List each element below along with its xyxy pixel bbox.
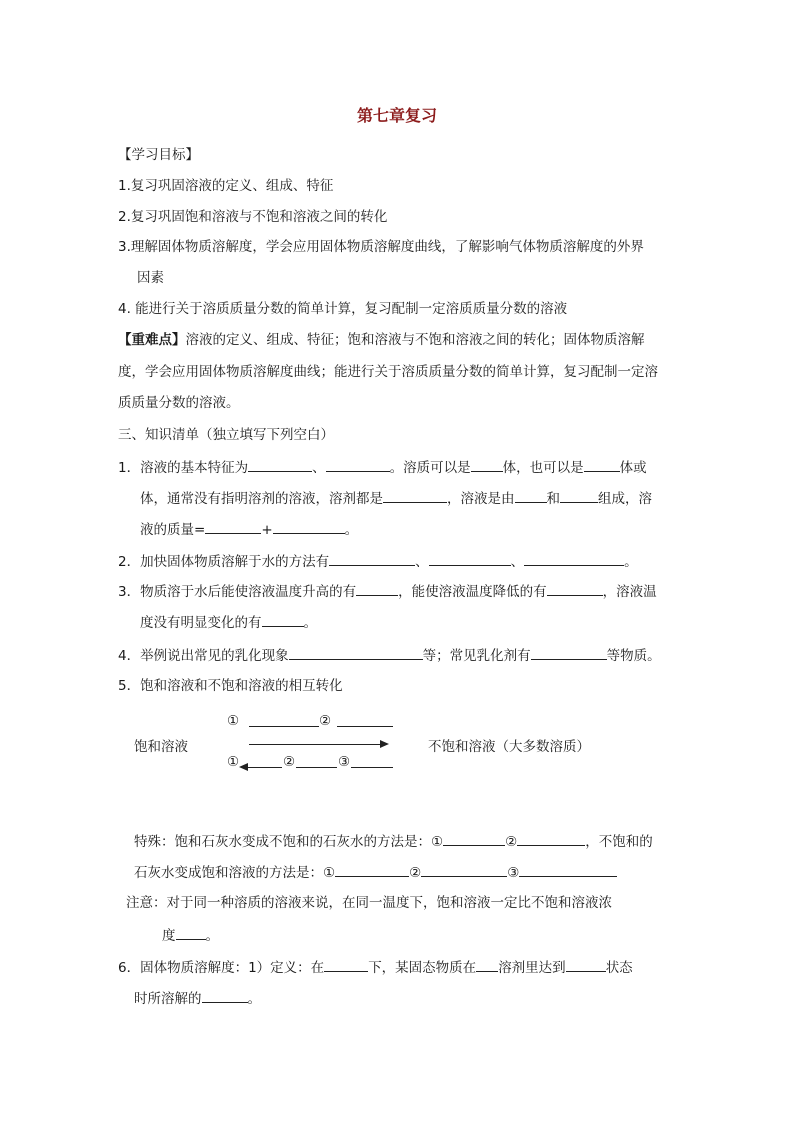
q4-text-b: 等；常见乳化剂有 (422, 648, 531, 664)
q1-text-k: + (261, 522, 273, 538)
q6-blank-3[interactable] (566, 957, 606, 972)
q5-heading: 5．饱和溶液和不饱和溶液的相互转化 (118, 678, 343, 694)
q6-line-1 (118, 957, 633, 978)
q1-blank-8[interactable] (205, 519, 261, 534)
q3-text-c: ，溶液温 (602, 584, 657, 600)
q1-line-3 (140, 519, 358, 540)
q1-text-h: 和 (546, 491, 560, 507)
special-text-e: ② (409, 865, 422, 881)
q1-text-f: 体，通常没有指明溶剂的溶液，溶剂都是 (140, 491, 383, 507)
q4-text-c: 等物质。 (606, 648, 661, 664)
q1-blank-7[interactable] (560, 488, 598, 503)
q6-blank-1[interactable] (324, 957, 368, 972)
q3-blank-1[interactable] (356, 581, 398, 596)
special-text-b: ② (505, 834, 518, 850)
q3-blank-3[interactable] (262, 612, 304, 627)
key-points-text-1: 溶液的定义、组成、特征；饱和溶液与不饱和溶液之间的转化；固体物质溶解 (185, 332, 645, 348)
special-blank-2[interactable] (517, 831, 585, 846)
top-marker-2: ② (319, 713, 332, 729)
objective-item-3: 3.理解固体物质溶解度，学会应用固体物质溶解度曲线，了解影响气体物质溶解度的外界 (118, 239, 644, 255)
special-text-f: ③ (507, 865, 520, 881)
q6-text-a: 6．固体物质溶解度：1）定义：在 (118, 960, 325, 976)
q1-text-b: 、 (312, 460, 326, 476)
special-text-c: ，不饱和的 (585, 834, 653, 850)
objective-item-4: 4. 能进行关于溶质质量分数的简单计算，复习配制一定溶质质量分数的溶液 (118, 301, 568, 317)
q6-blank-4[interactable] (202, 988, 248, 1003)
note-text-a: 度 (162, 928, 176, 944)
special-blank-1[interactable] (443, 831, 505, 846)
q4-blank-2[interactable] (531, 645, 607, 660)
q1-text-j: 液的质量= (140, 522, 206, 538)
q2-blank-3[interactable] (524, 551, 624, 566)
top-marker-1: ① (227, 713, 240, 729)
note-line-1: 注意：对于同一种溶质的溶液来说，在同一温度下，饱和溶液一定比不饱和溶液浓 (126, 895, 612, 911)
q1-text-a: 1．溶液的基本特征为 (118, 460, 249, 476)
saturated-label: 饱和溶液 (134, 739, 188, 755)
bottom-marker-2: ② (283, 754, 296, 770)
q3-text-a: 3．物质溶于水后能使溶液温度升高的有 (118, 584, 357, 600)
q1-blank-3[interactable] (471, 457, 503, 472)
objectives-heading: 【学习目标】 (118, 147, 199, 163)
q6-text-e: 时所溶解的 (134, 991, 202, 1007)
q1-text-l: 。 (344, 522, 359, 538)
bottom-marker-1: ① (227, 754, 240, 770)
key-points-line-2: 度，学会应用固体物质溶解度曲线；能进行关于溶质质量分数的简单计算，复习配制一定溶 (118, 364, 658, 380)
q6-text-d: 状态 (605, 960, 633, 976)
q6-text-f: 。 (247, 991, 261, 1007)
q2-text-b: 、 (415, 554, 429, 570)
q3-blank-2[interactable] (547, 581, 603, 596)
top-blank-1[interactable] (249, 726, 319, 727)
q1-text-g: ，溶液是由 (447, 491, 515, 507)
q3-text-e: 。 (303, 615, 317, 631)
q6-text-c: 溶剂里达到 (498, 960, 566, 976)
q2-text-a: 2．加快固体物质溶解于水的方法有 (118, 554, 330, 570)
unsaturated-label: 不饱和溶液（大多数溶质） (428, 739, 590, 755)
q1-blank-6[interactable] (515, 488, 547, 503)
q6-blank-2[interactable] (476, 957, 498, 972)
special-text-a: 特殊：饱和石灰水变成不饱和的石灰水的方法是：① (134, 834, 444, 850)
q4-text-a: 4．举例说出常见的乳化现象 (118, 648, 289, 664)
page-title: 第七章复习 (356, 106, 437, 125)
q2-line (118, 551, 638, 572)
q2-text-c: 、 (510, 554, 525, 570)
arrow-left-shaft[interactable] (247, 767, 393, 768)
q3-line-2 (140, 612, 317, 633)
objective-item-3-cont: 因素 (137, 270, 164, 286)
note-text-b: 。 (205, 928, 219, 944)
objective-item-2: 2.复习巩固饱和溶液与不饱和溶液之间的转化 (118, 209, 388, 225)
key-points-label: 【重难点】 (118, 332, 186, 348)
key-points-line-1 (118, 330, 645, 350)
q3-text-b: ，能使溶液温度降低的有 (398, 584, 547, 600)
q2-blank-1[interactable] (329, 551, 415, 566)
special-blank-3[interactable] (335, 862, 409, 877)
arrow-right-icon (380, 740, 389, 748)
q6-line-2 (134, 988, 261, 1009)
bottom-marker-3: ③ (338, 754, 351, 770)
special-text-d: 石灰水变成饱和溶液的方法是：① (134, 865, 336, 881)
q1-text-c: 。溶质可以是 (389, 460, 471, 476)
objective-item-1: 1.复习巩固溶液的定义、组成、特征 (118, 178, 334, 194)
q1-blank-5[interactable] (383, 488, 447, 503)
q6-text-b: 下，某固态物质在 (368, 960, 477, 976)
section3-heading: 三、知识清单（独立填写下列空白） (118, 427, 334, 443)
special-line-2 (134, 862, 617, 883)
note-blank-1[interactable] (176, 925, 206, 940)
q1-blank-1[interactable] (248, 457, 312, 472)
q1-line-1 (118, 457, 647, 478)
q1-text-d: 体，也可以是 (502, 460, 584, 476)
q1-text-i: 组成，溶 (598, 491, 652, 507)
special-line-1 (134, 831, 653, 852)
note-line-2 (162, 925, 219, 946)
key-points-line-3: 质质量分数的溶液。 (118, 395, 240, 411)
top-blank-2[interactable] (337, 726, 393, 727)
q2-blank-2[interactable] (429, 551, 511, 566)
q3-text-d: 度没有明显变化的有 (140, 615, 262, 631)
arrow-right-shaft (249, 744, 381, 745)
special-blank-5[interactable] (519, 862, 617, 877)
q1-line-2 (140, 488, 652, 509)
q4-line (118, 645, 661, 666)
q1-text-e: 体或 (619, 460, 647, 476)
q2-text-d: 。 (624, 554, 638, 570)
q1-blank-4[interactable] (584, 457, 620, 472)
q1-blank-9[interactable] (273, 519, 345, 534)
q3-line-1 (118, 581, 657, 602)
special-blank-4[interactable] (421, 862, 507, 877)
q1-blank-2[interactable] (326, 457, 390, 472)
q4-blank-1[interactable] (289, 645, 423, 660)
